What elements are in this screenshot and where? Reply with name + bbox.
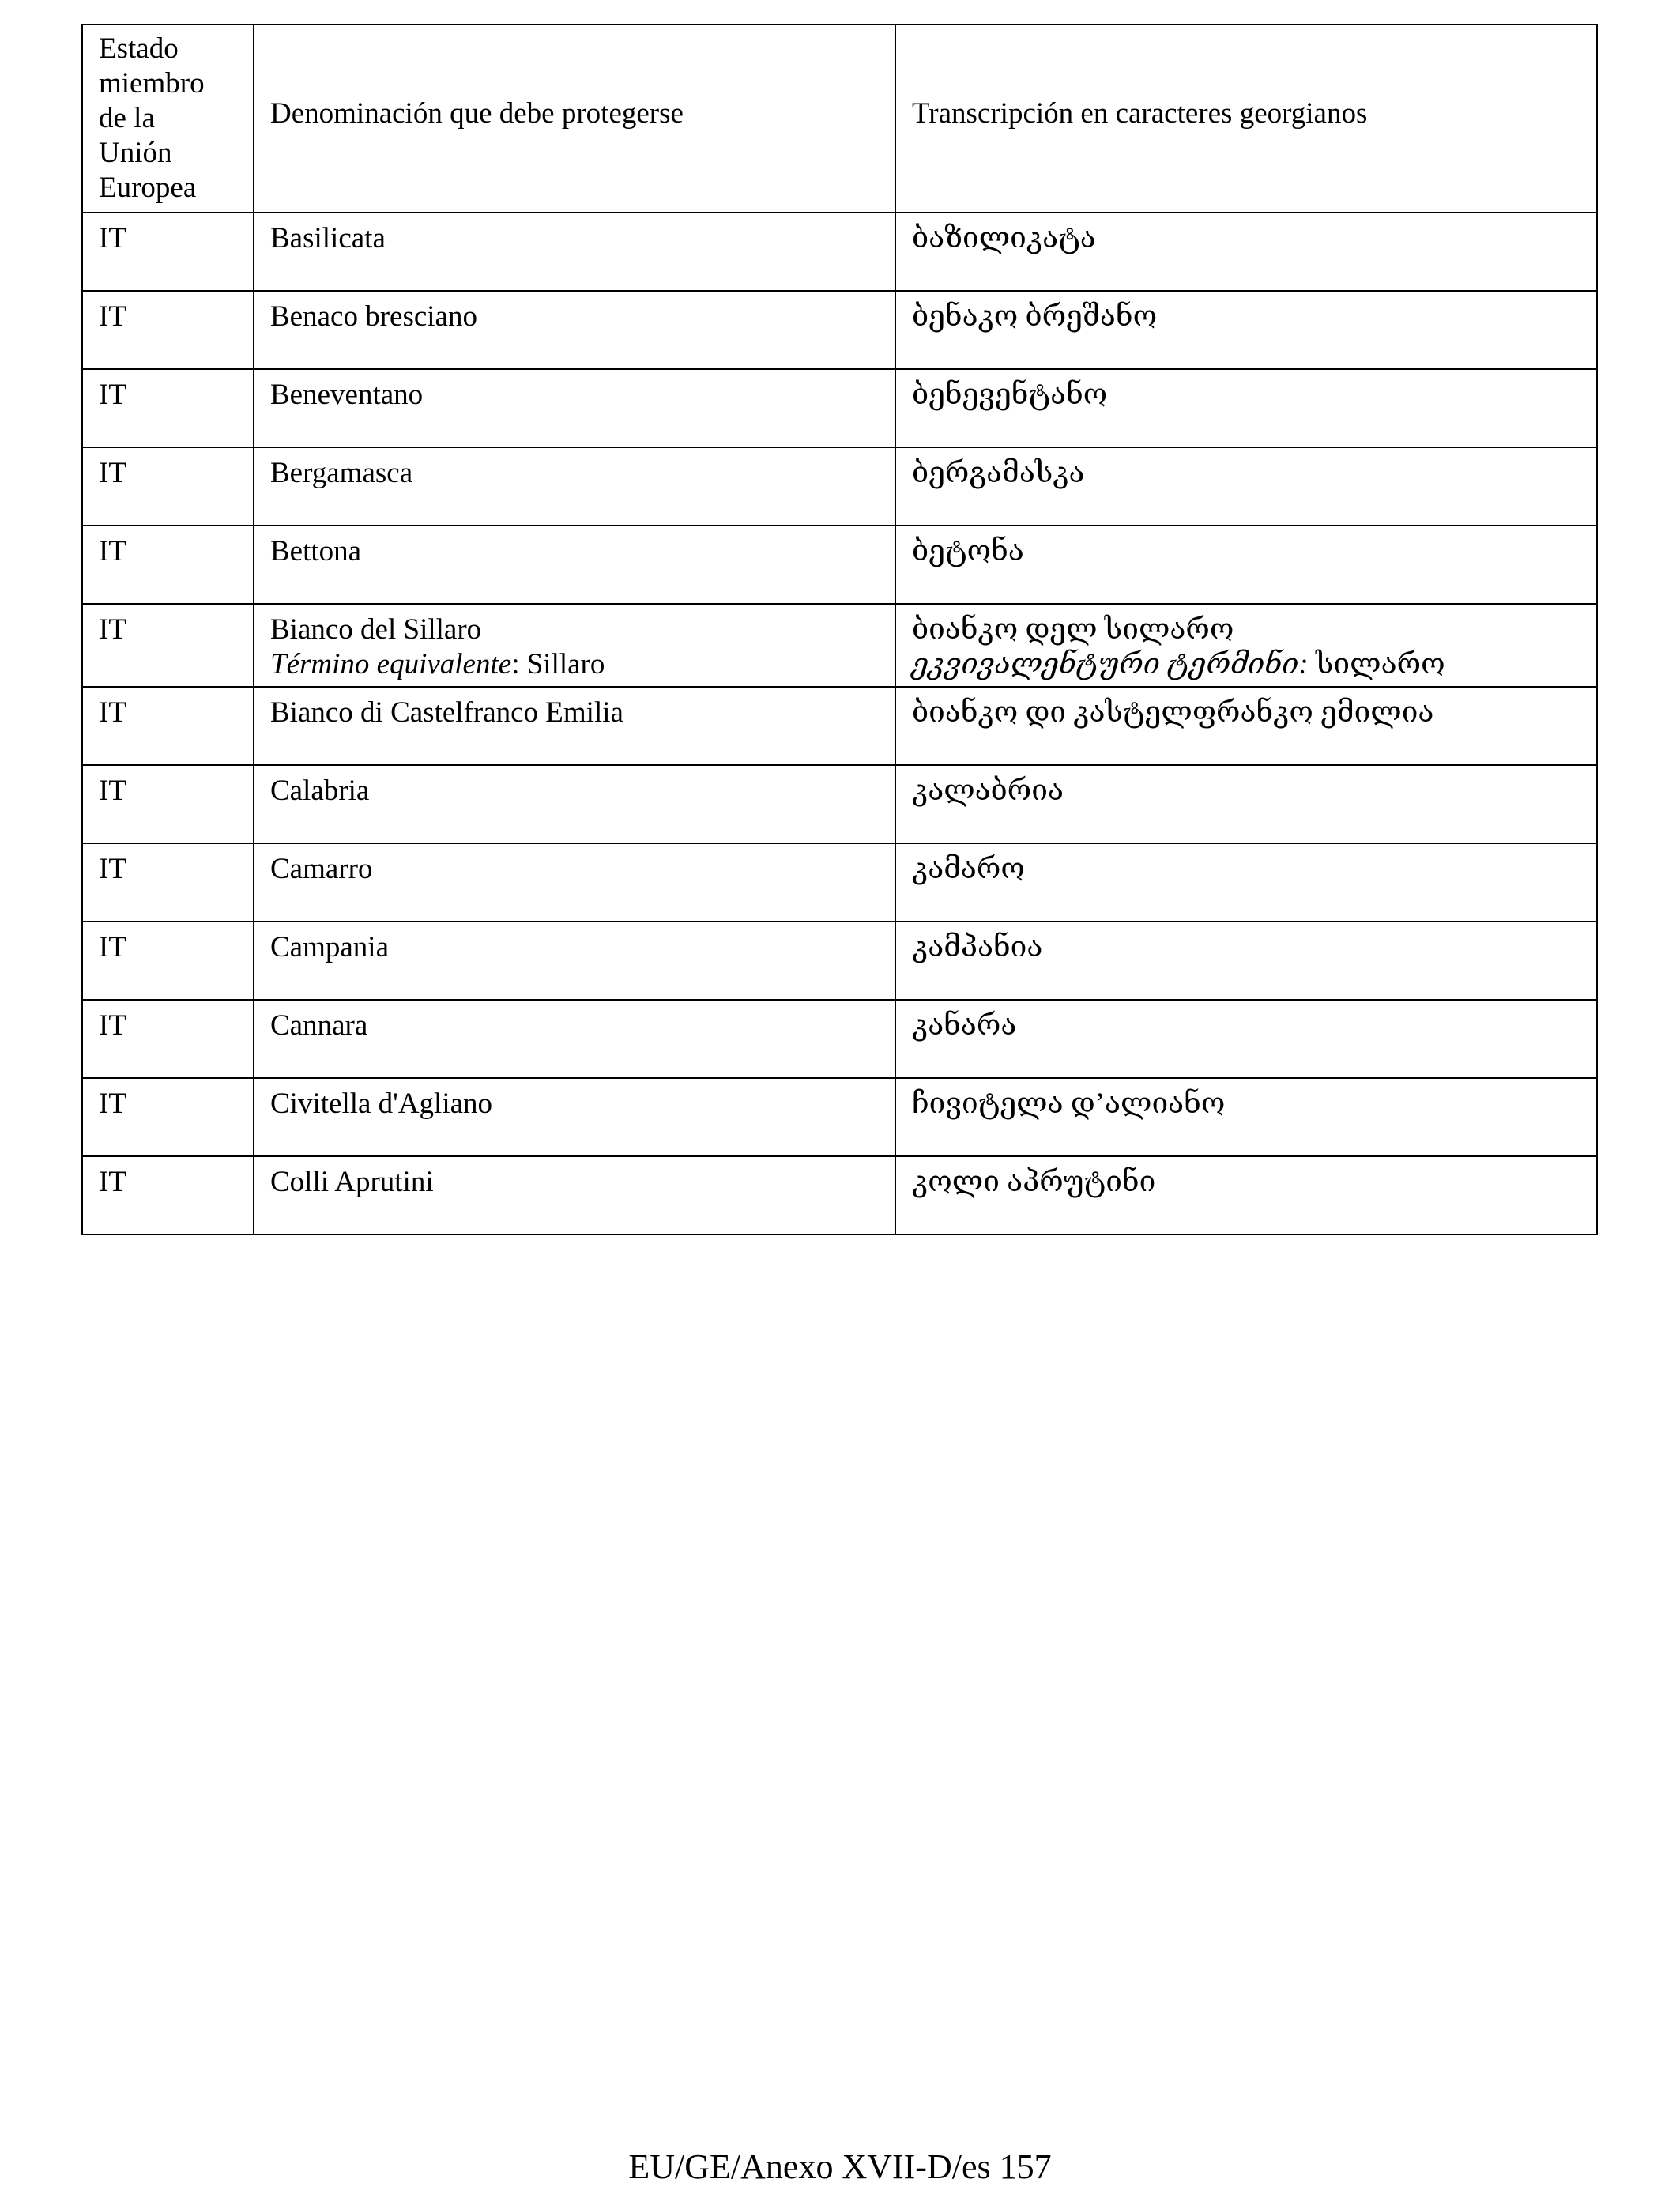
table-row: [82, 604, 1597, 687]
page-footer: EU/GE/Anexo XVII-D/es 157: [628, 2147, 1052, 2186]
cell-geo: კოლი აპრუტინი: [895, 1156, 1597, 1235]
table-row: [82, 213, 1597, 291]
geo-equivalent-term: [912, 647, 1580, 682]
gi-table: [81, 24, 1598, 1235]
cell-state: IT: [82, 1000, 254, 1078]
cell-geo: ბეტონა: [895, 526, 1597, 604]
cell-state: IT: [82, 369, 254, 447]
cell-state: IT: [82, 687, 254, 765]
cell-state: IT: [82, 922, 254, 1000]
header-transcription-cell: [895, 25, 1597, 213]
cell-geo: კალაბრია: [895, 765, 1597, 843]
cell-state: IT: [82, 291, 254, 369]
table-row: [82, 843, 1597, 922]
cell-state: IT: [82, 1078, 254, 1156]
cell-geo: კანარა: [895, 1000, 1597, 1078]
equivalent-term: [270, 647, 879, 682]
cell-name: Bianco di Castelfranco Emilia: [254, 687, 895, 765]
cell-name: Camarro: [254, 843, 895, 922]
table-row: [82, 1156, 1597, 1235]
header-member-state: Estado miembro de la Unión Europea: [82, 25, 254, 213]
cell-name: Bettona: [254, 526, 895, 604]
geo-equivalent-term-label: ეკვივალენტური ტერმინი:: [912, 648, 1309, 680]
cell-name: Beneventano: [254, 369, 895, 447]
table-row: [82, 687, 1597, 765]
table-row: [82, 447, 1597, 526]
cell-geo: ბერგამასკა: [895, 447, 1597, 526]
header-name-cell: [254, 25, 895, 213]
cell-geo: ბიანკო დი კასტელფრანკო ემილია: [895, 687, 1597, 765]
table-row: [82, 369, 1597, 447]
cell-geo: კამპანია: [895, 922, 1597, 1000]
table-row: [82, 922, 1597, 1000]
table-header-row: [82, 25, 1597, 213]
geo-equivalent-term-value: სილარო: [1308, 648, 1445, 680]
cell-state: IT: [82, 526, 254, 604]
cell-state: IT: [82, 843, 254, 922]
cell-name: Cannara: [254, 1000, 895, 1078]
cell-geo-with-equivalent: [895, 604, 1597, 687]
cell-name: Bianco del Sillaro: [270, 613, 482, 646]
equivalent-term-value: : Sillaro: [511, 648, 605, 680]
cell-name: Benaco bresciano: [254, 291, 895, 369]
cell-state: IT: [82, 447, 254, 526]
header-transcription: Transcripción en caracteres georgianos: [912, 97, 1368, 130]
cell-geo: ბაზილიკატა: [895, 213, 1597, 291]
header-name: Denominación que debe protegerse: [270, 97, 684, 130]
cell-name-with-equivalent: [254, 604, 895, 687]
cell-name: Colli Aprutini: [254, 1156, 895, 1235]
cell-geo: ჩივიტელა დ’ალიანო: [895, 1078, 1597, 1156]
table-row: [82, 765, 1597, 843]
cell-name: Civitella d'Agliano: [254, 1078, 895, 1156]
equivalent-term-label: Término equivalente: [270, 648, 512, 680]
table-row: [82, 291, 1597, 369]
table-row: [82, 526, 1597, 604]
cell-name: Bergamasca: [254, 447, 895, 526]
table-row: [82, 1078, 1597, 1156]
cell-name: Campania: [254, 922, 895, 1000]
cell-name: Basilicata: [254, 213, 895, 291]
cell-name: Calabria: [254, 765, 895, 843]
cell-geo: ბენაკო ბრეშანო: [895, 291, 1597, 369]
cell-state: IT: [82, 765, 254, 843]
cell-state: IT: [82, 213, 254, 291]
table-row: [82, 1000, 1597, 1078]
cell-geo: კამარო: [895, 843, 1597, 922]
cell-geo: ბიანკო დელ სილარო: [912, 613, 1234, 646]
cell-state: IT: [82, 1156, 254, 1235]
cell-state: IT: [82, 604, 254, 687]
cell-geo: ბენევენტანო: [895, 369, 1597, 447]
